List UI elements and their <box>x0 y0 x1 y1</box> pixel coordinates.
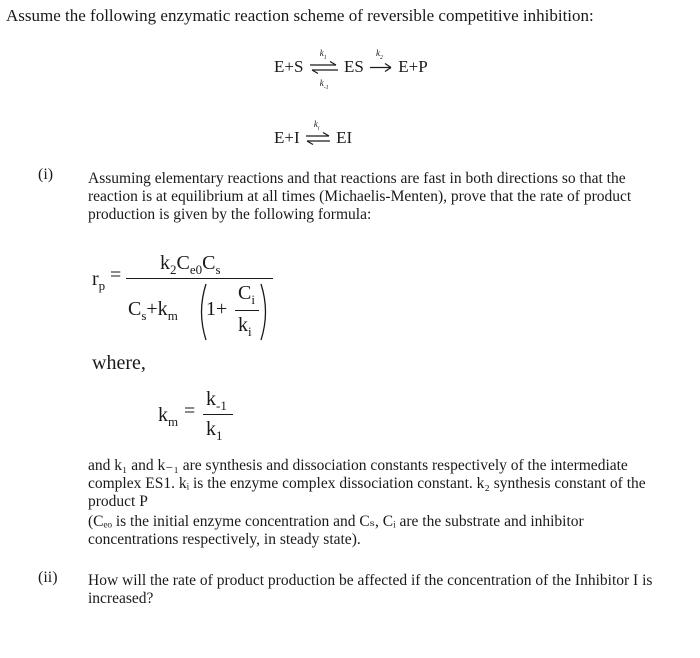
km-lhs: $k_m$ <box>158 404 179 429</box>
inhibitor-equilibrium-arrow-icon <box>304 119 332 149</box>
equilibrium-arrow-icon <box>308 48 340 91</box>
formula-equals: = <box>110 264 122 286</box>
scheme1-left: E+S <box>274 57 304 76</box>
reaction-scheme-1 <box>274 48 428 91</box>
reaction-scheme-2 <box>274 119 353 149</box>
km-denominator: $k_1$ <box>206 418 223 443</box>
where-label: where, <box>92 352 146 374</box>
part2-marker: (ii) <box>38 569 58 586</box>
inner-fraction-line <box>235 310 259 311</box>
formula-inner-numerator: $C_i$ <box>238 282 255 307</box>
k-minus1-label: $k_{-1}$ <box>319 78 329 91</box>
definitions-paragraph: and k₁ and k₋₁ are synthesis and dissociation constants respectively of the intermediate complex ES1. kᵢ is the enzyme complex dissociation constant. k₂ synthesis constant of the product P <box>88 457 646 510</box>
intro-text: Assume the following enzymatic reaction scheme of reversible competitive inhibition: <box>6 6 594 25</box>
km-formula <box>158 388 258 452</box>
km-equals: = <box>184 400 196 422</box>
k2-label: $k_2$ <box>376 48 383 61</box>
part2-text: How will the rate of product production be affected if the concentration of the Inhibitor I is increased? <box>88 572 653 607</box>
ki-label: $k_i$ <box>313 119 320 132</box>
right-paren-icon <box>259 282 271 342</box>
scheme1-middle: ES <box>343 57 364 76</box>
formula-one-plus: 1+ <box>206 298 228 320</box>
concentration-note: (Cₑₒ is the initial enzyme concentration and Cₛ, Cᵢ are the substrate and inhibitor concentrations respectively, in steady state). <box>88 513 584 548</box>
km-fraction-line <box>203 414 233 415</box>
forward-arrow-icon <box>368 48 394 78</box>
scheme2-left: E+I <box>274 128 300 147</box>
rate-formula <box>92 248 292 353</box>
k1-label: $k_1$ <box>319 48 327 61</box>
formula-inner-denominator: $k_i$ <box>238 314 252 339</box>
km-numerator: $k_{-1}$ <box>206 388 227 413</box>
scheme1-right: E+P <box>398 57 428 76</box>
formula-numerator: $k_2C_{e0}C_s$ <box>160 252 221 277</box>
main-fraction-line <box>126 278 273 279</box>
part1-marker: (i) <box>38 166 54 183</box>
scheme2-right: EI <box>336 128 353 147</box>
formula-lhs: $r_p$ <box>92 268 106 293</box>
part1-text: Assuming elementary reactions and that reactions are fast in both directions so that the reaction is at equilibrium at all times (Michaelis-Menten), prove that the rate of product production is given by the following formula: <box>88 170 632 223</box>
formula-denominator-left: $C_s+k_m$ <box>128 298 178 323</box>
